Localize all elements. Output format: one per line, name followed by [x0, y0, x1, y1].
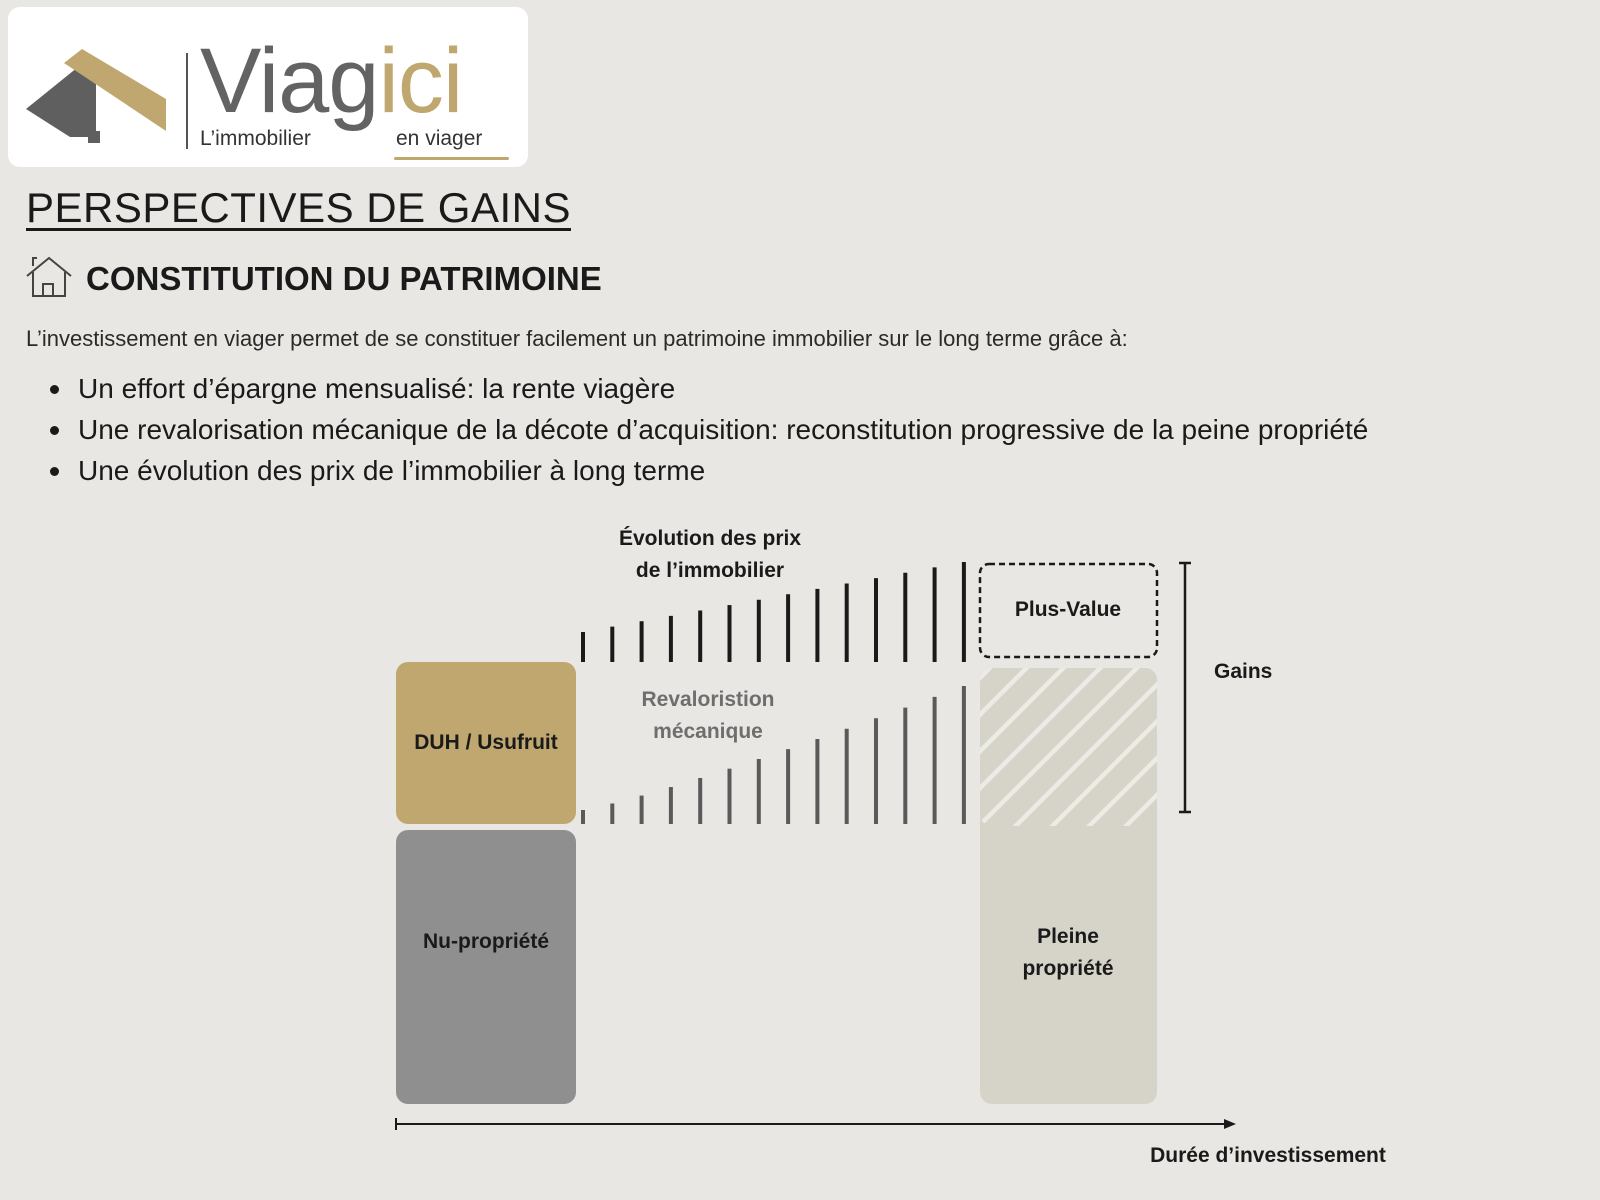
- axis-label: Durée d’investissement: [1150, 1144, 1386, 1167]
- logo-tagline-left: L’immobilier: [200, 127, 311, 150]
- hatched-gain-area: [980, 668, 1157, 826]
- page-title: PERSPECTIVES DE GAINS: [26, 184, 571, 231]
- gains-bracket: [1179, 563, 1191, 812]
- plus-value-label: Plus-Value: [1014, 598, 1122, 621]
- logo-wordmark: Viagici: [200, 30, 463, 132]
- list-item: Une évolution des prix de l’immobilier à long terme: [48, 450, 1368, 491]
- evolution-label-line2: de l’immobilier: [635, 559, 785, 582]
- nu-propriete-label: Nu-propriété: [423, 930, 549, 953]
- list-item: Un effort d’épargne mensualisé: la rente viagère: [48, 368, 1368, 409]
- list-item: Une revalorisation mécanique de la décote d’acquisition: reconstitution progressive de la peine propriété: [48, 409, 1368, 450]
- logo-tagline-right: en viager: [396, 127, 483, 150]
- revalo-label-line1: Revaloristion: [641, 688, 775, 711]
- intro-text: L’investissement en viager permet de se constituer facilement un patrimoine immobilier sur le long terme grâce à:: [26, 326, 1128, 351]
- nu-propriete-box: [396, 830, 576, 1104]
- evolution-label-line1: Évolution des prix: [618, 527, 802, 550]
- gains-label: Gains: [1214, 660, 1273, 683]
- time-axis: [396, 1118, 1236, 1130]
- duh-usufruit-label: DUH / Usufruit: [414, 731, 558, 754]
- pleine-propriete-label-line2: propriété: [1022, 957, 1114, 980]
- section-title: CONSTITUTION DU PATRIMOINE: [86, 260, 602, 297]
- revalo-label-line2: mécanique: [653, 720, 763, 743]
- pleine-propriete-label-line1: Pleine: [1037, 925, 1099, 948]
